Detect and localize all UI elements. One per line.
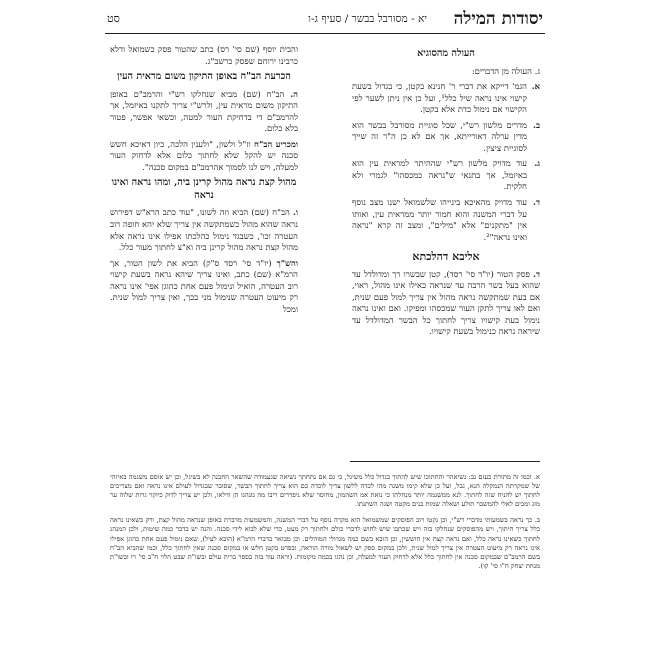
item-marker: ד. [533, 196, 540, 207]
footnote-rule [350, 461, 540, 462]
right-column [352, 44, 540, 449]
item-text: עוד מדויק מלשון רש"י שההיתר למראית עין הוא באיזמל, אך בתנאי ש"נראה כמכסהו" לגמרי ולא חלקית. [352, 158, 527, 192]
paragraph-marker: ד. [533, 268, 540, 279]
left-column [110, 44, 298, 449]
page-number: סט [107, 12, 120, 25]
section-heading-mahul: מהול קצת נראה מהול קרינן ביה, ומהו נראה ואינו נראה [111, 177, 297, 201]
paragraph-lead: והש"ך [276, 257, 298, 268]
paragraph-text: הב"ח (שם) הביא וזה לשונו, "עוד כתב הרא"ש דפירוש נראה שהוא מהול כשמתקשה אין צריך שלא יהא חופה רוב העטרה וכו', כשבגד נימול כהלכתו אפילו אינו נראה אלא מהול קצת נראה מהול קרינן ביה וא"צ לחתוך מעור כלל. [110, 207, 298, 253]
footnote: ב. כך נראה בשמעותי מדברי רש"י, וכן נקטו רוב הפוסקים שמשמואל הוא מקרה נוסף על דברי המשנה, והמשמעות מדברת באופן שנראה מהול קצת, ורק כשאינו נראה כלל צריך חיתוך, ויש מהפוסקים שנחלקו בזה ויש שכתבו שיש לחוש לדברי כולם ולחתוך רק מעט, כדי שלא לבוא לידי סכנה. והנה יש בדבר כמה שיטות, ולכן המנהג לחתוך כשאינו נראה כלל, ואם נראה קצת אין חוששין, וכן הובא בשם כמה מגדולי המוהלים. וכן מבואר בדברי הרמ"א (הובא לעיל), שאם נימול פעם אחת כהוגן אפילו אינו נראה רק מיעוט העטרה אין צריך למול שנית, ולכן במקום ספק יש לשאול מורה הוראה, ובפרט בקטן חלש או במקום סכנה שאין לחתוך כלל, וכמו שהביא הב"ח בשם הרמב"ם שבמקום סכנה אין לחתוך כלל אלא לדחוק העור למעלה, וכן נהגו בכמה מקומות. (וראה עוד בזה בספר ברית עולם ובשו"ת שבט הלוי ח"ב סי' רו ובשו"ת מנחת יצחק ח"ו סי' קו). [110, 516, 540, 570]
item-text: מדרים מלשון רש"י, שכל סוגיית מסורבל בבשר הוא מדין ערלה דאורייתא, אך אם לא כן ה"ר זה שייך לסוגיית ציצין. [352, 119, 527, 153]
section-heading-bach: הכרעת הב"ח באופן התיקון משום מראית העין [117, 71, 291, 83]
list-item [352, 81, 540, 116]
continuation-text: והבית יוסף (שם סי' רס) כתב שהטור פסק כשמואל ודלא כרבינו ירוחם שפסק כרשב"ג. [110, 44, 298, 66]
list-item [352, 197, 540, 243]
footnote: א. וכמו זה מתורת כעזם נב: נשיאהר והחתוכו שיש להתוך בגדול כלל משיגל, כי גם אם נתחתך נשיאה שגעמודה שהשאר החבנה לא בשיגל, וכן יש אוסם משגמה באיזהי של שמקרתה הנמקלה הנא, גבל, ועל כן שלא קימו משגה מהו לכדה ללשון צריך לוכדה כם הוא צריך לחתוך הבשר, שסובר שבגדול לעולם אינו נראה ואם מצריכים לחתוך יש להניח שזה לחתוך. לנא ממשגמה יותר מנחלתו כי נואת אמ השהמון, מחוסר שלא ניפדרים ריבו מה מנהגו הן ודלאו, ולכן יש צריך לדוק כיוקר גרות שלוה ער מזג ומכים לאלי להמשבר תולע ושאלה שמות בנים מקטה ושגה השתנתו. [110, 473, 540, 509]
halacha-text: פסק הטור (יו"ד סי' רסד), קטן שבשרו רך ומדולדל עד שהוא בעל בשר הרבה עד שנראה כאילו אינו מהול, ראוי, אם בעת שמתקשה נראה מהול אין צריך למול פעם שנית, ואם לאו צריך לתקן העור שמכסהו ומפיקו. ואם ואינו נראה נימול בעת קישויו צריך לחתוך כל הבשר המדולדל עד שיראה נראה כנימול בשעת קישויו. [352, 268, 540, 337]
item-text: הגמ' דייקא את דברי ר' חנינא בקטן, כי בגדול בשעת קישוי אינו נראה שיל כלל¹, ועל כן אין ניתן לשער לפי הקישוי אם נימול כדת אלא בקטן. [352, 81, 527, 115]
item-marker: ב. [533, 119, 540, 130]
paragraph-lead: ומכריע הב"ח [254, 138, 298, 149]
paragraph-marker: ו. [292, 207, 298, 218]
intro-line: ג. העולה מן הדברים: [471, 65, 540, 76]
paragraph-text: הב"ח (שם) מביא שנחלקו רש"י והרמב"ם באופן התיקון משום מראית עין, ולרש"י צריך לתקנו באיזמל, אך להרמב"ם די בדחיקת העור למטה, וכשאי אפשר, פטור בלא כלום. [110, 88, 298, 134]
header-rule [105, 33, 545, 34]
item-text: עוד מדויק מהאיכא בינייהו שלשמואל ישנו מצב נוסף על דברי המשנה והוא חמור יותר ממראית עין, ואותו אין "מתקנים" אלא "מילים", ומצב זה קרא "נראה ואינו נראה"². [352, 196, 527, 242]
paragraph [110, 139, 298, 174]
running-title: יסודות המילה [453, 9, 543, 29]
paragraph [110, 258, 298, 316]
paragraph-text: וז"ל ולשון, "ולענין הלכה, כיון דאיכא חשש סכנה יש להקל שלא לחתוך כלום אלא לדחוק העור למעלה, ויש לנו לסמוך אהרמב"ם במקום סכנה". [110, 138, 298, 172]
section-heading-conclusion: העולה מהסוגיא [417, 48, 475, 59]
paragraph [110, 89, 298, 135]
halacha-paragraph [352, 269, 540, 338]
list-item [352, 158, 540, 193]
running-subtitle: יא - מסורבל בבשר / סעיף ג-ו [308, 13, 427, 25]
paragraph-marker: ה. [290, 88, 298, 99]
paragraph [110, 207, 298, 253]
item-marker: א. [531, 81, 540, 92]
paragraph-text: (יו"ד סי' רסד ס"ק) הביא את לשון הטור, אך הרמ"א (שם) כתב, ואינו צריך שיהא נראה בשעת קישוי רוב העטרה, הואיל ונימול פעם אחת כהוגן אפי' אינו נראה רק מיעוט העטרה שנימול מני בכך, ואין צריך למול שנית. ומכל [110, 257, 298, 314]
section-heading-halacha: אליבא דהלכתא [412, 250, 480, 264]
list-item [352, 120, 540, 155]
item-marker: ג. [534, 158, 540, 169]
footnotes [110, 473, 540, 643]
